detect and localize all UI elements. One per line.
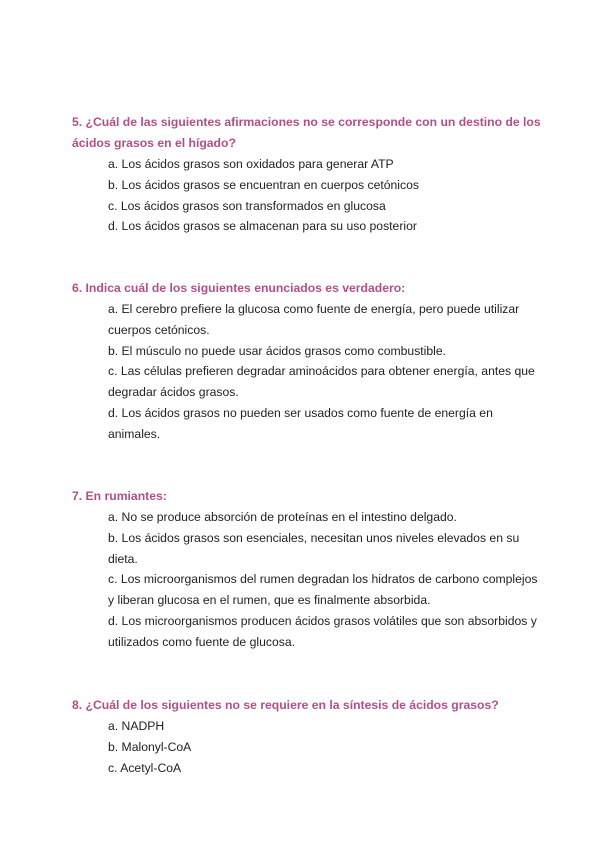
question-6 [72,278,542,445]
question-6-option-d: d. Los ácidos grasos no pueden ser usados como fuente de energía en animales. [108,405,493,441]
question-5-option-a: a. Los ácidos grasos son oxidados para generar ATP [108,157,394,171]
question-6-options [72,299,542,445]
question-8-option-a: a. NADPH [108,719,165,733]
question-5-option-c: c. Los ácidos grasos son transformados en glucosa [108,198,386,213]
question-5-options [72,154,542,237]
question-5 [72,112,542,237]
question-7 [72,486,542,653]
question-8-options [72,716,542,778]
question-7-option-c: c. Los microorganismos del rumen degradan los hidratos de carbono complejos y liberan glucosa en el rumen, que es finalmente absorbida. [108,572,538,608]
question-5-option-b: b. Los ácidos grasos se encuentran en cuerpos cetónicos [108,177,419,192]
question-5-title: 5. ¿Cuál de las siguientes afirmaciones no se corresponde con un destino de los ácidos grasos en el hígado? [72,115,541,150]
question-6-option-a: a. El cerebro prefiere la glucosa como fuente de energía, pero puede utilizar cuerpos cetónicos. [108,302,520,337]
question-7-title: 7. En rumiantes: [72,489,167,503]
question-5-option-d: d. Los ácidos grasos se almacenan para su uso posterior [108,219,417,234]
question-7-option-d: d. Los microorganismos producen ácidos grasos volátiles que son absorbidos y utilizados como fuente de glucosa. [108,613,537,649]
question-6-title: 6. Indica cuál de los siguientes enunciados es verdadero: [72,281,406,295]
question-8 [72,695,542,778]
question-7-option-a: a. No se produce absorción de proteínas en el intestino delgado. [108,510,457,524]
question-6-option-c: c. Las células prefieren degradar aminoácidos para obtener energía, antes que degradar ácidos grasos. [108,364,535,400]
question-8-option-c: c. Acetyl-CoA [108,760,182,775]
question-8-option-b: b. Malonyl-CoA [108,739,192,754]
question-6-option-b: b. El músculo no puede usar ácidos grasos como combustible. [108,343,447,358]
question-8-title: 8. ¿Cuál de los siguientes no se requiere en la síntesis de ácidos grasos? [72,698,499,712]
question-7-options [72,507,542,653]
question-7-option-b: b. Los ácidos grasos son esenciales, necesitan unos niveles elevados en su dieta. [108,530,520,566]
